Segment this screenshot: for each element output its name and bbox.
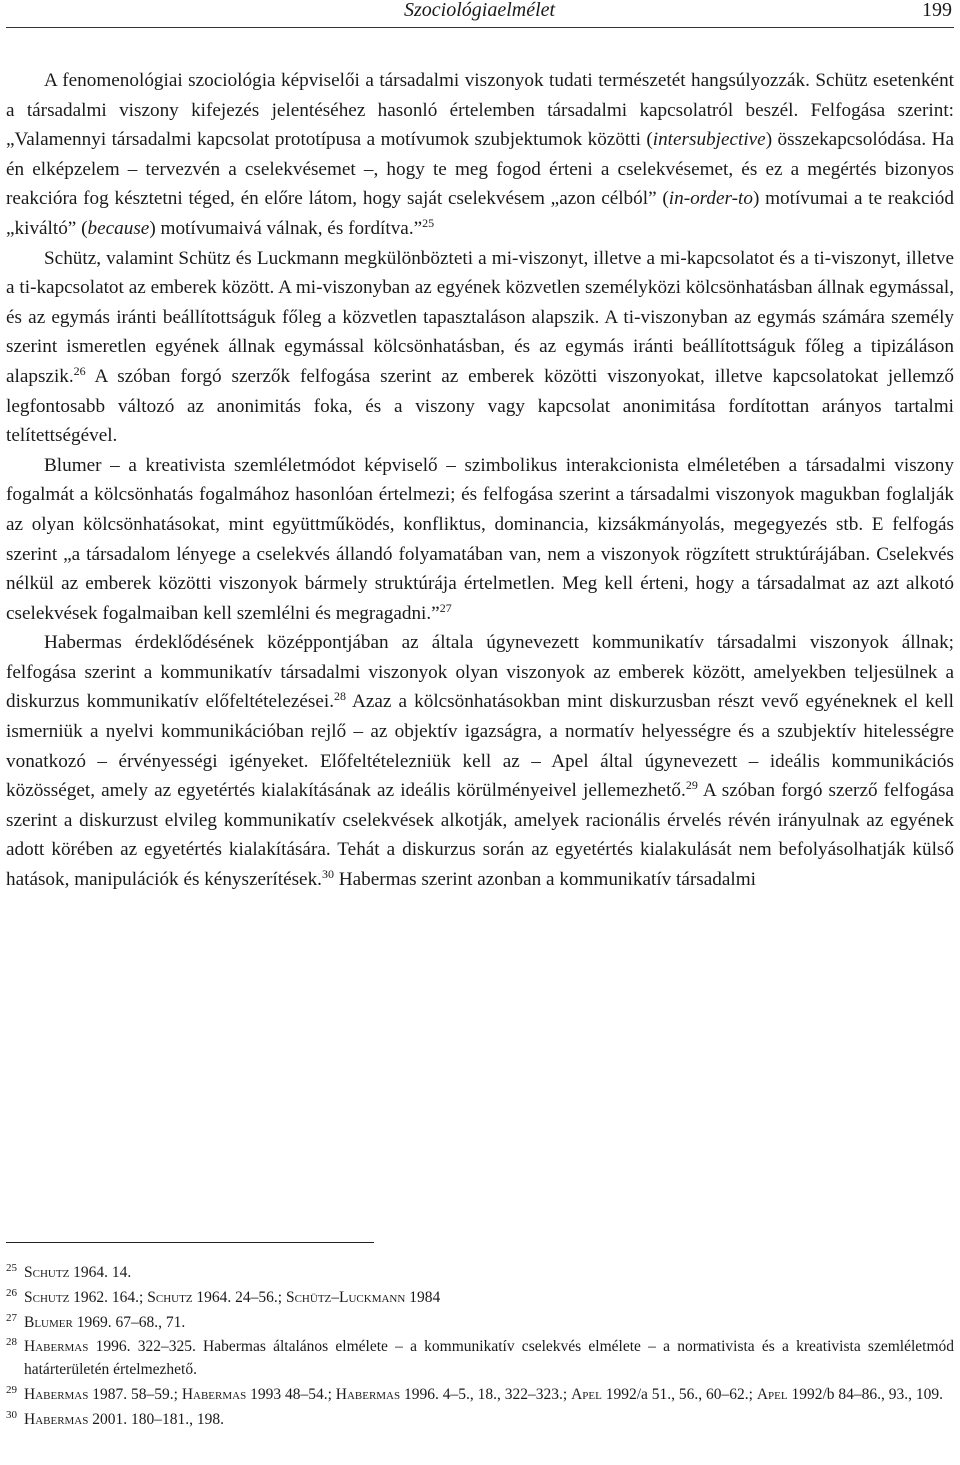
- footnote-separator: [6, 1242, 374, 1243]
- footnotes: [6, 1262, 954, 1434]
- footnote-ref-29[interactable]: 29: [685, 778, 698, 793]
- footnote-ref-28[interactable]: 28: [334, 689, 347, 704]
- term-because: because: [87, 217, 150, 239]
- footnote-27: 27 Blumer 1969. 67–68., 71.: [6, 1311, 186, 1331]
- running-title: Szociológiaelmélet: [404, 0, 556, 21]
- footnote-ref-26[interactable]: 26: [73, 363, 86, 378]
- footnote-26: 26 Schutz 1962. 164.; Schutz 1964. 24–56.; Schütz–Luckmann 1984: [6, 1286, 441, 1306]
- term-in-order-to: in-order-to: [668, 188, 753, 210]
- footnote-30: 30 Habermas 2001. 180–181., 198.: [6, 1408, 224, 1428]
- footnote-ref-30[interactable]: 30: [321, 867, 334, 882]
- page-header: [6, 0, 954, 30]
- header-rule: [6, 27, 954, 28]
- paragraph-blumer: Blumer – a kreativista szemléletmódot képviselő – szimbolikus interakcionista elméletében a társadalmi viszony fogalmát a kölcsönhatás fogalmához hasonlóan értelmezi; és felfogása szerint a társadalmi viszonyok magukban foglalják az olyan kölcsönhatásokat, mint együttműködés, konfliktus, dominancia, kizsákmányolás, megegyezés stb. E felfogás szerint „a társadalom lényege a cselekvés állandó folyamatában van, nem a viszonyok rögzített struktúrájában. Cselekvés nélkül az emberek közötti viszonyok bármely struktúrája értelmetlen. Meg kell érteni, hogy a társadalmat az azt alkotó cselekvések fogalmaiban kell szemlélni és megragadni.”$^{27}$: [6, 454, 954, 624]
- footnote-29: 29 Habermas 1987. 58–59.; Habermas 1993 48–54.; Habermas 1996. 4–5., 18., 322–323.; Apel 1992/a 51., 56., 60–62.; Apel 1992/b 84–86., 93., 109.: [6, 1383, 943, 1403]
- main-text: [6, 66, 954, 895]
- footnote-28: 28 Habermas 1996. 322–325. Habermas általános elmélete – a kommunikatív cselekvés elmélete – a normativista és a kreativista szemléletmód határterületén értelmezhető.: [6, 1336, 954, 1379]
- paragraph-schutz: Schütz, valamint Schütz és Luckmann megkülönbözteti a mi-viszonyt, illetve a mi-kapcsolatot és a ti-viszonyt, illetve a ti-kapcsolatot az emberek között. A mi-viszonyban az egyének közvetlen személyközi kölcsönhatásban állnak egymással, és az egymás iránti beállítottságuk főleg a közvetlen tapasztaláson alapszik. A ti-viszonyban az egymás számára személy szerint ismeretlen egyének állnak egymással kölcsönhatásban, és az egymás iránti beállítottságuk főleg a tipizáláson alapszik.$^{26}$ A szóban forgó szerzők felfogása szerint az emberek közötti viszonyokat, illetve kapcsolatokat jellemző legfontosabb változó az anonimitás foka, és a viszony vagy kapcsolat anonimitása fordítottan arányos tartalmi telítettségével.: [6, 247, 954, 447]
- footnote-ref-25[interactable]: 25: [422, 215, 435, 230]
- page-number: 199: [922, 0, 952, 21]
- paragraph-phenomenology: A fenomenológiai szociológia képviselői a társadalmi viszonyok tudati természetét hangsúlyozzák. Schütz esetenként a társadalmi viszony kifejezés jelentéséhez hasonló értelemben társadalmi kapcsolatról beszél. Felfogása szerint: „Valamennyi társadalmi kapcsolat prototípusa a motívumok szubjektumok közötti (intersubjective) összekapcsolódása. Ha én elképzelem – tervezvén a cselekvésemet –, hogy te meg fogod érteni a cselekvésemet, és ez a megértés bizonyos reakcióra fog késztetni téged, én előre látom, hogy saját cselekvésem „azon célból” (in-order-to) motívumai a te reakciód „kiváltó” (because) motívumaivá válnak, és fordítva.”$^{25}$: [6, 70, 954, 239]
- paragraph-habermas: Habermas érdeklődésének középpontjában az általa úgynevezett kommunikatív társadalmi viszonyok állnak; felfogása szerint a kommunikatív társadalmi viszonyok olyan viszonyok az emberek között, amelyekben teljesülnek a diskurzus kommunikatív előfeltételezései.$^{28}$ Azaz a kölcsönhatásokban mint diskurzusban részt vevő egyéneknek el kell ismerniük a nyelvi kommunikációban rejlő – az objektív igazságra, a normatív helyességre és a szubjektív hitelességre vonatkozó – érvényességi igényeket. Előfeltételezniük kell az – Apel által úgynevezett – ideális kommunikációs közösséget, amely az egyetértés kialakításának az ideális körülményeivel jellemezhető.$^{29}$ A szóban forgó szerző felfogása szerint a diskurzust elvileg kommunikatív cselekvések alkotják, amelyek racionális érvelés révén irányulnak az egyének adott körében az egyetértés kialakítására. Tehát a diskurzus során az egyetértés kialakulását nem befolyásolhatják külső hatások, manipulációk és kényszerítések.$^{30}$ Habermas szerint azonban a kommunikatív társadalmi: [6, 632, 955, 891]
- footnote-25: 25 Schutz 1964. 14.: [6, 1262, 132, 1281]
- term-intersubjective: intersubjective: [652, 129, 766, 151]
- footnote-ref-27[interactable]: 27: [439, 600, 452, 615]
